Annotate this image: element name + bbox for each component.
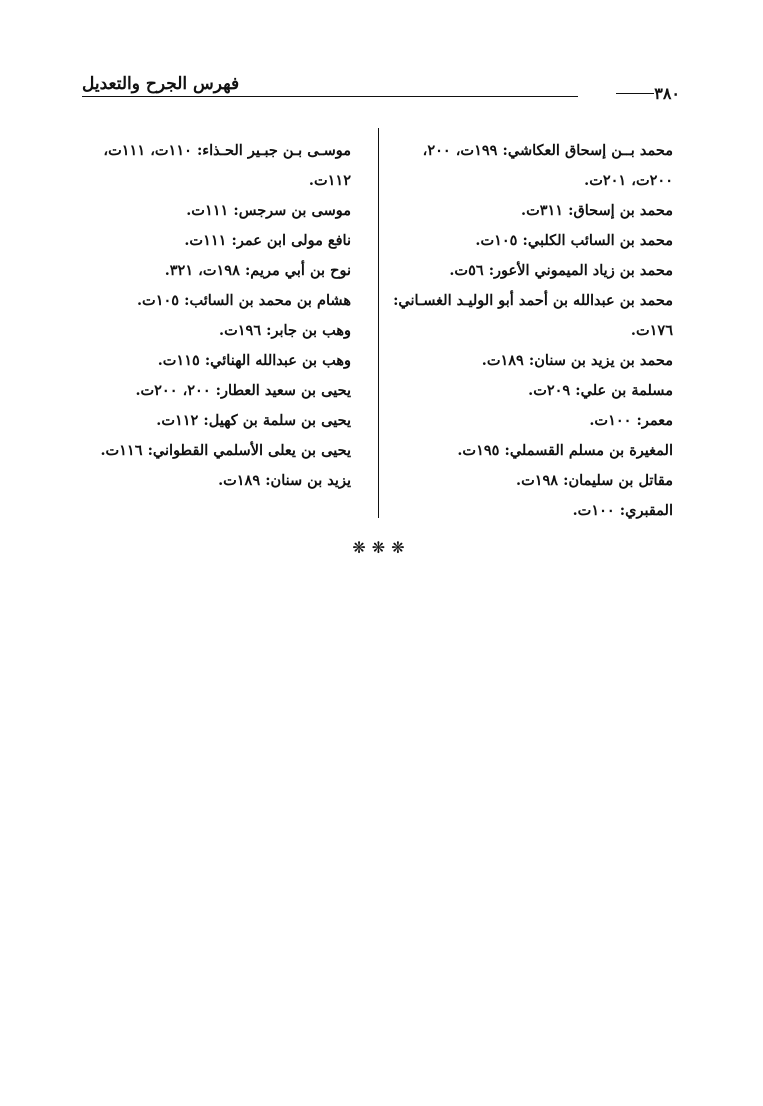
index-entry: يزيد بن سنان: ١٨٩ت. xyxy=(218,472,351,489)
index-entry: مسلمة بن علي: ٢٠٩ت. xyxy=(528,382,673,399)
index-entry: وهب بن جابر: ١٩٦ت. xyxy=(219,322,351,339)
page-header xyxy=(82,74,680,104)
index-entry: محمد بن إسحاق: ٣١١ت. xyxy=(521,202,673,219)
index-entry: المقبري: ١٠٠ت. xyxy=(572,502,673,519)
index-entry: محمد بن يزيد بن سنان: ١٨٩ت. xyxy=(481,352,673,369)
index-entry: يحيى بن يعلى الأسلمي القطواني: ١١٦ت. xyxy=(100,442,351,459)
index-entry: محمد بــن إسحاق العكاشي: ١٩٩ت، ٢٠٠، xyxy=(422,142,673,159)
index-entry: موسى بن سرجس: ١١١ت. xyxy=(186,202,351,219)
index-entry: مقاتل بن سليمان: ١٩٨ت. xyxy=(516,472,673,489)
index-entry: المغيرة بن مسلم القسملي: ١٩٥ت. xyxy=(457,442,673,459)
page-number: ٣٨٠ xyxy=(654,84,680,103)
index-entry: ١١٢ت. xyxy=(308,172,351,189)
column-divider xyxy=(378,128,379,518)
index-entry: محمد بن زياد الميموني الأعور: ٥٦ت. xyxy=(449,262,673,279)
index-entry: هشام بن محمد بن السائب: ١٠٥ت. xyxy=(137,292,351,309)
page-number-dash xyxy=(616,93,654,94)
index-entry: نافع مولى ابن عمر: ١١١ت. xyxy=(184,232,351,249)
index-entry: ١٧٦ت. xyxy=(630,322,673,339)
section-end-ornament: ❋❋❋ xyxy=(352,538,411,557)
index-entry: نوح بن أبي مريم: ١٩٨ت، ٣٢١. xyxy=(164,262,351,279)
running-title: فهرس الجرح والتعديل xyxy=(82,74,240,94)
index-entry: محمد بن السائب الكلبي: ١٠٥ت. xyxy=(475,232,673,249)
index-entry: معمر: ١٠٠ت. xyxy=(589,412,673,429)
index-column-right xyxy=(388,136,673,526)
index-column-left xyxy=(81,136,351,496)
header-rule xyxy=(82,96,578,97)
index-entry: يحيى بن سلمة بن كهيل: ١١٢ت. xyxy=(156,412,351,429)
index-entry: ٢٠٠ت، ٢٠١ت. xyxy=(584,172,673,189)
index-entry: وهب بن عبدالله الهنائي: ١١٥ت. xyxy=(157,352,351,369)
page-number-block xyxy=(608,84,680,103)
index-entry: يحيى بن سعيد العطار: ٢٠٠، ٢٠٠ت. xyxy=(135,382,351,399)
index-entry: محمد بن عبدالله بن أحمد أبو الوليـد الغسـاني: xyxy=(393,292,673,309)
index-entry: موسـى بـن جبـير الحـذاء: ١١٠ت، ١١١ت، xyxy=(103,142,351,159)
